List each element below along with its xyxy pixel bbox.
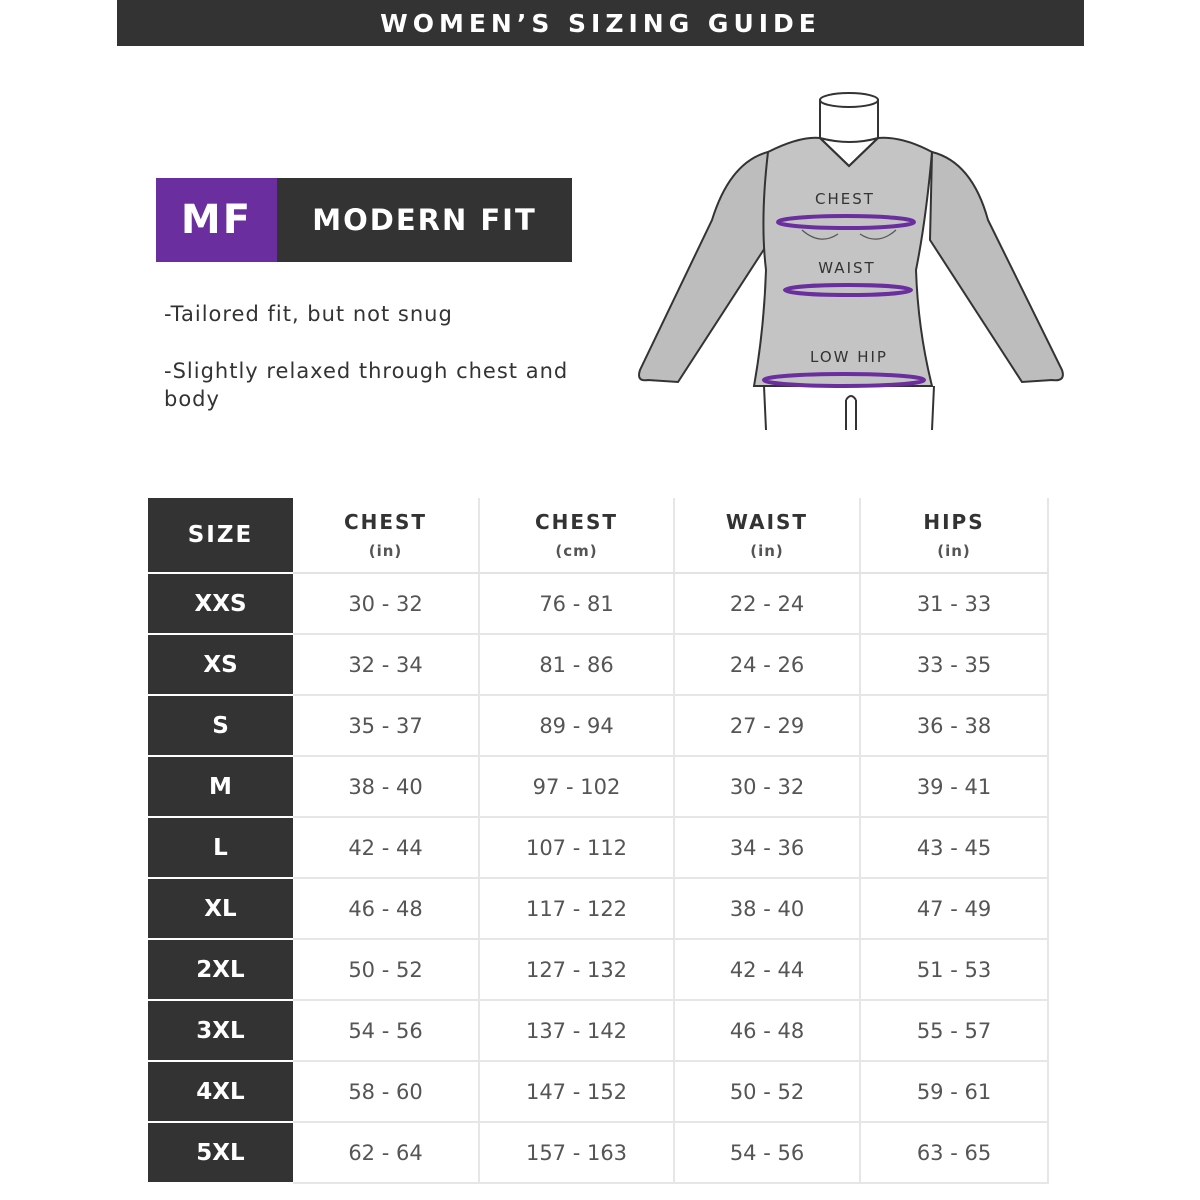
column-header [674,498,860,573]
size-label: 3XL [148,1000,293,1061]
table-cell: 59 - 61 [860,1061,1048,1122]
size-label: S [148,695,293,756]
page-title: WOMEN’S SIZING GUIDE [117,0,1084,46]
table-cell: 55 - 57 [860,1000,1048,1061]
table-cell: 33 - 35 [860,634,1048,695]
chest-label: CHEST [815,190,875,208]
table-cell: 58 - 60 [293,1061,479,1122]
table-cell: 42 - 44 [293,817,479,878]
table-cell: 62 - 64 [293,1122,479,1183]
column-name: CHEST [534,510,619,534]
table-cell: 22 - 24 [674,573,860,634]
table-cell: 35 - 37 [293,695,479,756]
fit-description-2: -Slightly relaxed through chest and body [164,359,569,411]
size-label: XS [148,634,293,695]
table-cell: 43 - 45 [860,817,1048,878]
table-cell: 42 - 44 [674,939,860,1000]
table-row [148,939,1048,1000]
size-label: M [148,756,293,817]
low-hip-label: LOW HIP [810,348,888,366]
table-cell: 107 - 112 [479,817,674,878]
table-row [148,1000,1048,1061]
column-header [293,498,479,573]
measurement-diagram [620,70,1080,440]
fit-badge [156,178,572,262]
table-row [148,634,1048,695]
column-header [479,498,674,573]
table-cell: 89 - 94 [479,695,674,756]
table-cell: 63 - 65 [860,1122,1048,1183]
table-cell: 117 - 122 [479,878,674,939]
table-cell: 137 - 142 [479,1000,674,1061]
table-row [148,756,1048,817]
table-cell: 50 - 52 [674,1061,860,1122]
table-cell: 31 - 33 [860,573,1048,634]
table-cell: 54 - 56 [293,1000,479,1061]
table-header-row [148,498,1048,573]
column-unit: (in) [937,542,971,560]
shirt-illustration [620,70,1080,440]
table-row [148,817,1048,878]
table-cell: 46 - 48 [674,1000,860,1061]
table-cell: 47 - 49 [860,878,1048,939]
table-row [148,878,1048,939]
size-label: XXS [148,573,293,634]
table-cell: 39 - 41 [860,756,1048,817]
table-row [148,1122,1048,1183]
size-label: L [148,817,293,878]
table-cell: 76 - 81 [479,573,674,634]
table-cell: 27 - 29 [674,695,860,756]
column-unit: (in) [368,542,403,560]
table-cell: 50 - 52 [293,939,479,1000]
column-name: HIPS [923,510,985,534]
table-cell: 51 - 53 [860,939,1048,1000]
table-cell: 54 - 56 [674,1122,860,1183]
table-row [148,695,1048,756]
table-row [148,1061,1048,1122]
table-cell: 127 - 132 [479,939,674,1000]
table-cell: 81 - 86 [479,634,674,695]
table-cell: 97 - 102 [479,756,674,817]
fit-code: MF [156,178,277,262]
column-name: CHEST [343,510,428,534]
size-column-header: SIZE [148,498,293,573]
column-name: WAIST [725,510,809,534]
column-header [860,498,1048,573]
table-row [148,573,1048,634]
column-unit: (in) [750,542,784,560]
table-cell: 36 - 38 [860,695,1048,756]
size-label: 4XL [148,1061,293,1122]
table-cell: 38 - 40 [674,878,860,939]
column-unit: (cm) [555,542,598,560]
table-cell: 30 - 32 [674,756,860,817]
table-cell: 34 - 36 [674,817,860,878]
table-cell: 46 - 48 [293,878,479,939]
table-cell: 147 - 152 [479,1061,674,1122]
table-cell: 24 - 26 [674,634,860,695]
waist-label: WAIST [818,259,876,277]
table-cell: 32 - 34 [293,634,479,695]
table-cell: 157 - 163 [479,1122,674,1183]
table-cell: 30 - 32 [293,573,479,634]
fit-name: MODERN FIT [277,178,572,262]
table-cell: 38 - 40 [293,756,479,817]
size-label: 2XL [148,939,293,1000]
size-chart-table [148,498,1049,1184]
size-label: XL [148,878,293,939]
size-label: 5XL [148,1122,293,1183]
fit-description-1: -Tailored fit, but not snug [164,302,453,326]
